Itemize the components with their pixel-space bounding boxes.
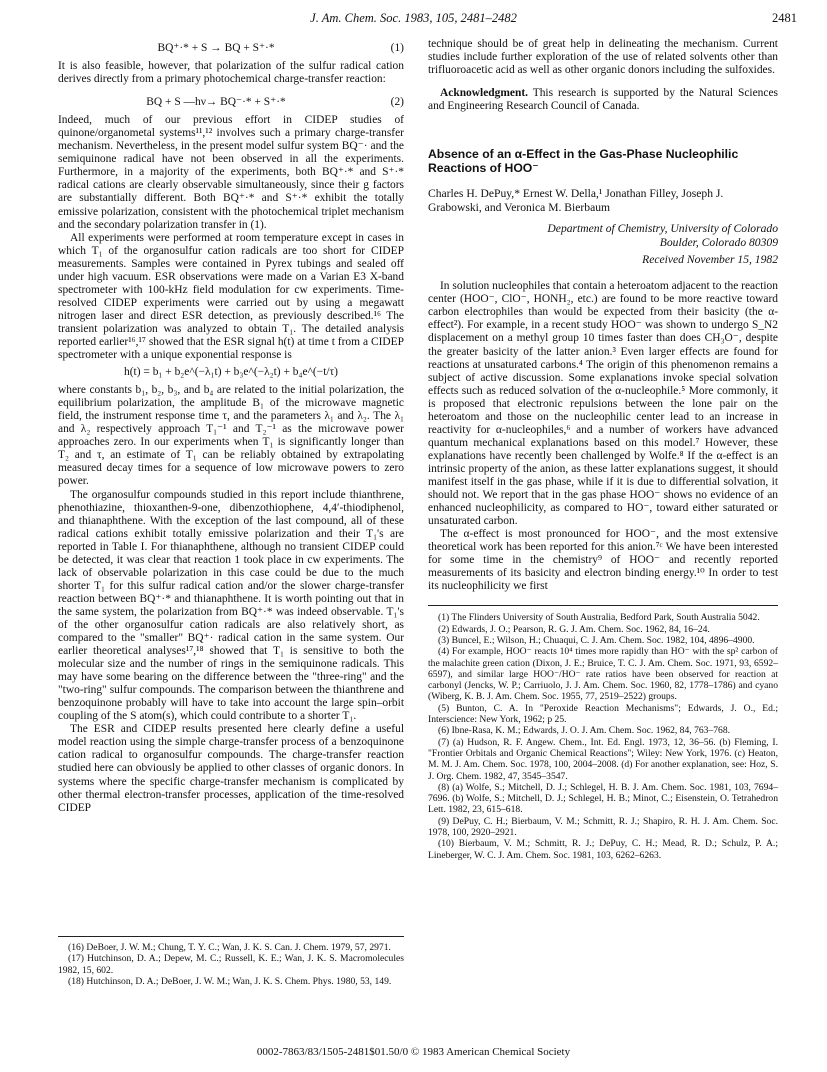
left-references <box>58 936 404 987</box>
copyright-footer: 0002-7863/83/1505-2481$01.50/0 © 1983 American Chemical Society <box>256 1046 571 1058</box>
acknowledgment-label: Acknowledgment. <box>440 87 529 100</box>
reference-item: (7) (a) Hudson, R. F. Angew. Chem., Int. Ed. Engl. 1973, 12, 36–56. (b) Fleming, I. "Frontier Orbitals and Organic Chemical Reactions"; Wiley: New York, 1976. (c) Heaton, M. M. J. Am. Chem. Soc. 1978, 100, 2004–2008. (d) For another explanation, see: Hoz, S. J. Org. Chem. 1982, 47, 3545–3547. <box>428 736 778 782</box>
paragraph: Indeed, much of our previous effort in CIDEP studies of quinone/organometal systems¹¹,¹² involves such a primary charge-transfer mechanism. Nevertheless, in the present model sulfur system BQ⁻· and the semiquinone radical have not been observed in all the experiments. Furthermore, in a majority of the experiments, both BQ⁺·* and S⁺·* radical cations are clearly observable simultaneously, since their g factors are substantially different. Both BQ⁺·* and S⁺·* exhibit the totally emissive polarization, consistent with the photochemical triplet mechanism and the secondary polarization transfer in (1). <box>58 114 404 231</box>
left-column <box>58 38 404 815</box>
paragraph: All experiments were performed at room temperature except in cases in which T₁ of the organosulfur cation radicals are too short for CIDEP measurements. Samples were contained in Pyrex tubings and sealed off under high vacuum. ESR observations were made on a Varian E3 X-band spectrometer with 100-kHz field modulation for cw experiments. Time-resolved CIDEP experiments were carried out by using a megawatt nitrogen laser and direct ESR detection, as previously described.¹⁶ The transient polarization was analyzed to obtain T₁. The detailed analysis reported earlier¹⁶,¹⁷ showed that the ESR signal h(t) at time t from a CIDEP spectrometer with a unique exponential response is <box>58 231 404 362</box>
affiliation-line: Boulder, Colorado 80309 <box>659 235 778 249</box>
reference-item: (16) DeBoer, J. W. M.; Chung, T. Y. C.; Wan, J. K. S. Can. J. Chem. 1979, 57, 2971. <box>68 942 391 953</box>
equation-2-body: BQ + S —hν→ BQ⁻·* + S⁺·* <box>146 96 286 109</box>
paragraph: technique should be of great help in delineating the mechanism. Current studies include further exploration of the use of related solvents other than trifluoroacetic acid as well as other organic donors including the sulfoxides. <box>428 38 778 77</box>
reference-item: (5) Bunton, C. A. In "Peroxide Reaction Mechanisms"; Edwards, J. O., Ed.; Interscience: New York, 1962; p 25. <box>428 702 778 726</box>
reference-item: (3) Buncel, E.; Wilson, H.; Chuaqui, C. J. Am. Chem. Soc. 1982, 104, 4896–4900. <box>438 635 755 646</box>
acknowledgment <box>428 87 778 113</box>
reference-item: (4) For example, HOO⁻ reacts 10⁴ times more rapidly than HO⁻ with the sp² carbon of the malachite green cation (Dixon, J. E.; Bruice, T. C. J. Am. Chem. Soc. 1971, 93, 6592–6597), and similar large HOO⁻/HO⁻ rate ratios have been observed for reaction at carbonyl (Jencks, W. P.; Carriuolo, J. J. Am. Chem. Soc. 1960, 82, 1778–1786) and cyano (Wiberg, K. B. J. Am. Chem. Soc. 1955, 77, 2519–2522) groups. <box>428 646 778 703</box>
reference-item: (10) Bierbaum, V. M.; Schmitt, R. J.; DePuy, C. H.; Mead, R. D.; Schulz, P. A.; Lineberger, W. C. J. Am. Chem. Soc. 1981, 103, 6262–6263. <box>428 838 778 861</box>
acknowledgment-text: This research is supported by the Natural Sciences and Engineering Research Council of Canada. <box>428 87 778 113</box>
received-date: Received November 15, 1982 <box>642 253 778 267</box>
affiliation-line: Department of Chemistry, University of Colorado <box>547 222 778 236</box>
paragraph: The ESR and CIDEP results presented here clearly define a useful model reaction using the simple charge-transfer process of a benzoquinone cation radical to organosulfur compounds. The charge-transfer reaction studied here can obviously be applied to other classes of organic donors. In systems where the specific charge-transfer mechanism is complicated by other thermal electron-transfer processes, application of the time-resolved CIDEP <box>58 723 404 814</box>
reference-item: (17) Hutchinson, D. A.; Depew, M. C.; Russell, K. E.; Wan, J. K. S. Macromolecules 1982, 15, 602. <box>58 953 404 976</box>
running-header <box>0 11 827 26</box>
equation-2 <box>58 96 404 109</box>
paragraph: where constants b₁, b₂, b₃, and b₄ are related to the initial polarization, the equilibrium polarization, the amplitude B₁ of the microwave magnetic field, the instrument response time τ, and the parameters λ₁ and λ₂. The λ₁ and λ₂ respectively approach T₁⁻¹ and T₂⁻¹ as the microwave power approaches zero. In our experiments when T₁ is significantly longer than T₂ and τ, an estimate of T₁ can be reliably obtained by extrapolating measured decay times for a sequence of low microwave powers to zero power. <box>58 384 404 488</box>
journal-citation: 1983, 105, 2481–2482 <box>404 11 517 25</box>
affiliation <box>428 222 778 249</box>
equation-1-body: BQ⁺·* + S → BQ + S⁺·* <box>157 42 275 54</box>
reference-item: (18) Hutchinson, D. A.; DeBoer, J. W. M.; Wan, J. K. S. Chem. Phys. 1980, 53, 149. <box>68 975 392 987</box>
reference-item: (1) The Flinders University of South Australia, Bedford Park, South Australia 5042. <box>438 612 760 624</box>
right-references <box>428 605 778 861</box>
authors: Charles H. DePuy,* Ernest W. Della,¹ Jonathan Filley, Joseph J. Grabowski, and Veronica M. Bierbaum <box>428 187 724 214</box>
equation-3-body: h(t) = b₁ + b₂e^(−λ₁t) + b₃e^(−λ₂t) + b₄e^(−t/τ) <box>124 366 338 379</box>
journal-name: J. Am. Chem. Soc. <box>310 11 402 25</box>
paragraph: The α-effect is most pronounced for HOO⁻, and the most extensive theoretical work has been reported for this anion.⁷ᶜ We have been interested for some time in the chemistry⁹ of HOO⁻ and recently reported measurements of its basicity and electron binding energy.¹⁰ In order to test its nucleophilicity we first <box>428 528 778 593</box>
article-title: Absence of an α-Effect in the Gas-Phase Nucleophilic Reactions of HOO⁻ <box>428 147 739 176</box>
equation-3 <box>58 366 404 379</box>
page-number: 2481 <box>772 11 797 25</box>
reference-item: (8) (a) Wolfe, S.; Mitchell, D. J.; Schlegel, H. B. J. Am. Chem. Soc. 1981, 103, 7694–7696. (b) Wolfe, S.; Mitchell, D. J.; Schlegel, H. B.; Minot, C.; Eisenstein, O. Tetrahedron Lett. 1982, 23, 615–618. <box>428 781 778 816</box>
right-column <box>428 38 778 861</box>
equation-1 <box>58 42 404 55</box>
paragraph: It is also feasible, however, that polarization of the sulfur radical cation derives directly from a primary photochemical charge-transfer reaction: <box>58 60 404 86</box>
paragraph: In solution nucleophiles that contain a heteroatom adjacent to the reaction center (HOO⁻, ClO⁻, HONH₂, etc.) are found to be more reactive toward carbon electrophiles than would be expected from their basicity (the α-effect²). For example, in a recent study HOO⁻ was shown to undergo S_N2 displacement on a methyl group 10 times faster than does CH₃O⁻, despite the greater basicity of the latter anion.³ Even larger effects are found for reactions at unsaturated carbons.⁴ The origin of this phenomenon remains a subject of active discussion. Some explanations invoke special solvation effects such as reduced solvation of the α-nucleophile.⁵ More commonly, it is proposed that electronic repulsions between the lone pair on the heteroatom and those on the nucleophilic center lead to an increase in reactivity for α-nucleophiles,⁶ and a number of workers have advanced quantum mechanical explanations based on this model.⁷ However, these explanations have recently been challenged by Wolfe.⁸ If the α-effect is an intrinsic property of the anion, as these latter explanations suggest, it should manifest itself in the gas phase, while if it is due to differential solvation, it should not. We report that in the gas phase HOO⁻ shows no evidence of an enhanced nucleophilicity, as compared to HO⁻, toward either saturated or unsaturated carbon. <box>428 280 778 528</box>
equation-1-number: (1) <box>390 42 404 54</box>
reference-item: (2) Edwards, J. O.; Pearson, R. G. J. Am. Chem. Soc. 1962, 84, 16–24. <box>438 623 710 635</box>
equation-2-number: (2) <box>390 96 404 109</box>
reference-item: (6) Ibne-Rasa, K. M.; Edwards, J. O. J. Am. Chem. Soc. 1962, 84, 763–768. <box>438 725 731 737</box>
paragraph: The organosulfur compounds studied in this report include thianthrene, phenothiazine, thioxanthen-9-one, dibenzothiophene, 4,4′-thiodiphenol, and thianaphthene. With the exception of the last compound, all of these radical cations exhibit totally emissive polarization and their T₁'s are reported in Table I. For thianaphthene, although no transient CIDEP could be detected, it was clear that reaction 1 took place in cw experiments. The lack of observable polarization in this case could be due to the much shorter T₁ for this sulfur radical cation and/or the slower charge-transfer reaction between BQ⁺·* and thianaphthene. It is worth pointing out that in the same system, the polarization from BQ⁺·* was indeed observable. T₁'s of the other organosulfur cation radicals are also relatively short, as compared to the "smaller" BQ⁺· radical cation in the same system. Our earlier theoretical analyses¹⁷,¹⁸ showed that T₁ is sensitive to both the molecular size and the number of rings in the semiquinone radicals. This may have some bearing on the difference between the "three-ring" and the "two-ring" sulfur compounds. The comparison between the thianthrene and benzoquinone probably will have to take into account the large spin–orbit coupling of the S atom(s), which could contribute to a shorter T₁. <box>58 488 404 723</box>
reference-item: (9) DePuy, C. H.; Bierbaum, V. M.; Schmitt, R. J.; Shapiro, R. H. J. Am. Chem. Soc. 1978, 100, 2920–2921. <box>428 815 778 839</box>
